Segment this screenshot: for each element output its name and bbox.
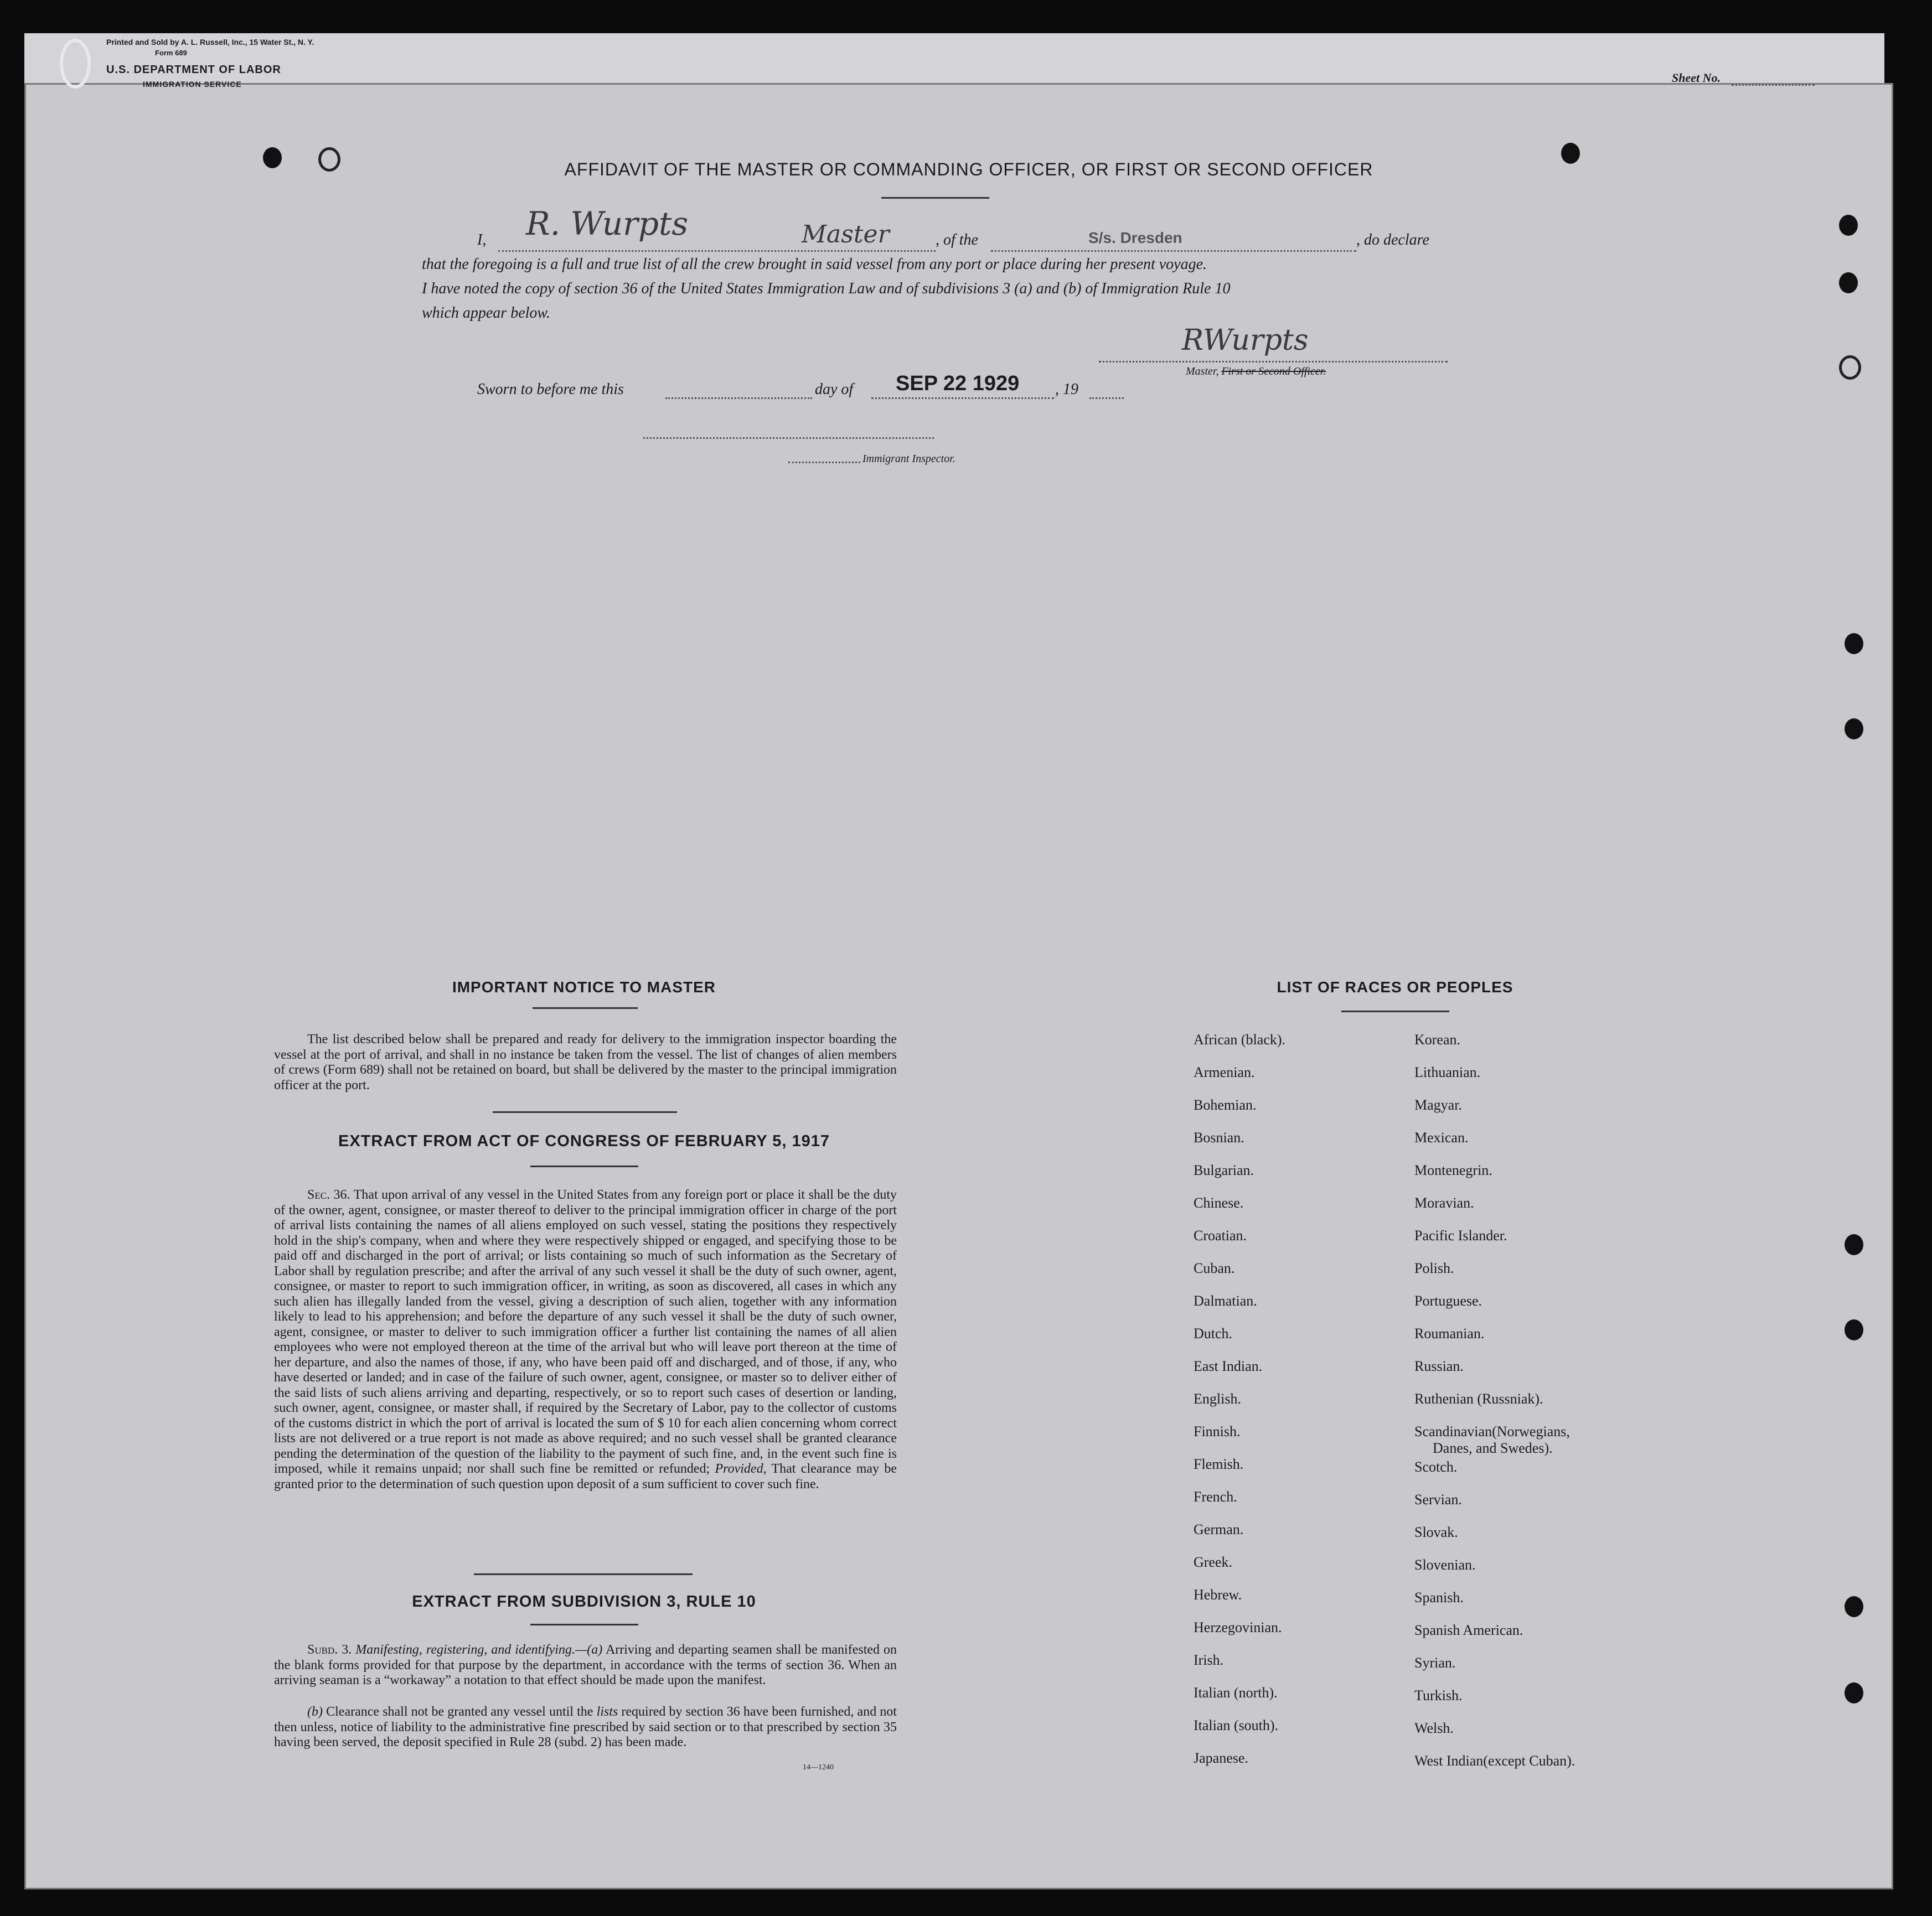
signature-caption bbox=[1186, 365, 1326, 378]
race-item: Pacific Islander. bbox=[1414, 1228, 1507, 1244]
act-title: EXTRACT FROM ACT OF CONGRESS OF FEBRUARY 5, 1917 bbox=[338, 1132, 830, 1150]
act-body: That upon arrival of any vessel in the United States from any foreign port or place it shall be the duty of the owner, agent, consignee, or master thereof to deliver to the principal immigration officer in charge of the port of arrival lists containing the names of all aliens employed on such vessel, stating the positions they respectively hold in the ship's company, when and where they were respectively shipped or engaged, and specifying those to be paid off and discharged in the port of arrival; or lists containing so much of such information as the Secretary of Labor shall by regulation prescribe; and after the arrival of any such vessel it shall be the duty of such owner, agent, consignee, or master to report to such immigration officer, in writing, as soon as discovered, all cases in which any such alien has illegally landed from the vessel, giving a description of such alien, together with any information likely to lead to his apprehension; and before the departure of any such vessel it shall be the duty of such owner, agent, consignee, or master to deliver to such immigration officer a further list containing the names of all alien employees who were not employed thereon at the time of the arrival but who will leave port thereon at the time of her departure, and also the names of those, if any, who have been paid off and discharged, and of those, if any, who have deserted or landed; and in case of the failure of such owner, agent, consignee, or master so to deliver either of the said lists of such aliens arriving and departing, respectively, or so to report such cases of desertion or landing, such owner, agent, consignee, or master shall, if required by the Secretary of Labor, pay to the collector of customs of the customs district in which the port of arrival is located the sum of $ 10 for each alien concerning whom correct lists are not delivered or a true report is not made as above required; and no such vessel shall be granted clearance pending the determination of the question of the liability to the payment of such fine, and, in the event such fine is imposed, while it remains unpaid; nor shall such fine be remitted or refunded; bbox=[274, 1188, 897, 1476]
race-item: Spanish. bbox=[1414, 1589, 1464, 1606]
race-item: Turkish. bbox=[1414, 1687, 1463, 1703]
binder-hole bbox=[1839, 355, 1861, 380]
section-rule bbox=[493, 1111, 677, 1113]
do-declare-label: , do declare bbox=[1356, 231, 1429, 248]
sec-label: Sec. 36. bbox=[307, 1188, 350, 1202]
race-item: East Indian. bbox=[1194, 1358, 1263, 1374]
race-item: Moravian. bbox=[1414, 1195, 1474, 1211]
provided-word: Provided, bbox=[715, 1462, 767, 1476]
title-rule bbox=[881, 197, 989, 199]
date-stamp: SEP 22 1929 bbox=[896, 372, 1020, 395]
caption-master: Master, bbox=[1186, 365, 1219, 377]
signature-blank bbox=[1099, 361, 1448, 363]
binder-hole bbox=[1845, 1234, 1863, 1255]
day-of-label: day of bbox=[815, 381, 854, 398]
race-item: Flemish. bbox=[1194, 1456, 1244, 1472]
races-rule bbox=[1341, 1011, 1449, 1012]
name-blank bbox=[498, 250, 936, 252]
race-item: Finnish. bbox=[1194, 1423, 1241, 1439]
race-item: Italian (south). bbox=[1194, 1717, 1279, 1733]
race-item: Spanish American. bbox=[1414, 1622, 1523, 1638]
form-code: 14—1240 bbox=[803, 1763, 834, 1772]
race-item: Armenian. bbox=[1194, 1064, 1255, 1080]
act-body-end: That clearance may be granted prior to the determination of such question upon deposit of a sum sufficient to cover such fine. bbox=[274, 1462, 897, 1492]
caption-struck: First or Second Officer. bbox=[1221, 365, 1326, 377]
department: U.S. DEPARTMENT OF LABOR bbox=[106, 64, 281, 76]
affidavit-line-4: which appear below. bbox=[422, 304, 551, 322]
vessel-blank bbox=[991, 250, 1356, 252]
race-item: Lithuanian. bbox=[1414, 1064, 1481, 1080]
race-item: Portuguese. bbox=[1414, 1293, 1482, 1309]
subd-text-a: Arriving and departing seamen shall be manifested on the blank forms provided for that purpose by the department, in accordance with the terms of section 36. When an arriving seaman is a “workaway” a notation to that effect should be made upon the manifest. bbox=[274, 1643, 897, 1687]
race-item: Scandinavian(Norwegians, bbox=[1414, 1423, 1570, 1439]
printer-line: Printed and Sold by A. L. Russell, Inc., 15 Water St., N. Y. bbox=[106, 38, 314, 46]
race-item: Slovak. bbox=[1414, 1524, 1458, 1540]
section-rule bbox=[474, 1573, 693, 1575]
act-text bbox=[274, 1188, 897, 1492]
rule-text bbox=[274, 1643, 897, 1689]
race-item: German. bbox=[1194, 1521, 1244, 1537]
race-item: English. bbox=[1194, 1391, 1241, 1407]
race-item: Polish. bbox=[1414, 1260, 1454, 1276]
race-item: Bosnian. bbox=[1194, 1130, 1244, 1146]
notice-text: The list described below shall be prepared and ready for delivery to the immigration inspector boarding the vessel at the port of arrival, and shall in no instance be taken from the vessel. The list of changes of alien members of crews (Form 689) shall not be retained on board, but shall be delivered by the master to the principal immigration officer at the port. bbox=[274, 1032, 897, 1092]
race-item: Croatian. bbox=[1194, 1228, 1247, 1244]
clip-ring-icon bbox=[60, 39, 91, 89]
binder-hole bbox=[263, 147, 282, 168]
race-item: Japanese. bbox=[1194, 1750, 1248, 1766]
of-the-label: , of the bbox=[936, 231, 978, 248]
race-item: Cuban. bbox=[1194, 1260, 1235, 1276]
lists-word: lists bbox=[596, 1705, 618, 1719]
race-item: Bohemian. bbox=[1194, 1097, 1257, 1113]
race-item: Irish. bbox=[1194, 1652, 1224, 1668]
race-item: Mexican. bbox=[1414, 1130, 1469, 1146]
race-item: Chinese. bbox=[1194, 1195, 1244, 1211]
binder-hole bbox=[1845, 1319, 1863, 1340]
text-b1: Clearance shall not be granted any vessel until the bbox=[326, 1705, 593, 1719]
race-item: West Indian(except Cuban). bbox=[1414, 1753, 1575, 1769]
affidavit-line-2: that the foregoing is a full and true list of all the crew brought in said vessel from any port or place during her present voyage. bbox=[422, 256, 1207, 273]
race-item: Greek. bbox=[1194, 1554, 1233, 1570]
race-item: Servian. bbox=[1414, 1492, 1462, 1508]
race-item: Danes, and Swedes). bbox=[1433, 1440, 1553, 1456]
race-item: Scotch. bbox=[1414, 1459, 1458, 1475]
binder-hole bbox=[1845, 1682, 1863, 1703]
subd-heading: Manifesting, registering, and identifying.—(a) bbox=[355, 1643, 603, 1657]
sworn-label: Sworn to before me this bbox=[477, 381, 624, 398]
races-title: LIST OF RACES OR PEOPLES bbox=[1277, 978, 1513, 996]
race-item: Korean. bbox=[1414, 1032, 1461, 1048]
form-number: Form 689 bbox=[155, 49, 187, 57]
race-item: Roumanian. bbox=[1414, 1325, 1485, 1342]
race-item: Montenegrin. bbox=[1414, 1162, 1492, 1178]
race-item: Dutch. bbox=[1194, 1325, 1233, 1342]
binder-hole bbox=[318, 147, 340, 172]
service: IMMIGRATION SERVICE bbox=[143, 80, 242, 89]
rule-title: EXTRACT FROM SUBDIVISION 3, RULE 10 bbox=[412, 1593, 756, 1611]
rank-handwritten: Master bbox=[802, 220, 890, 248]
sworn-day-blank bbox=[665, 397, 812, 399]
master-signature: RWurpts bbox=[1182, 324, 1309, 357]
rule-rule bbox=[530, 1624, 638, 1625]
sheet-no-blank bbox=[1732, 84, 1815, 86]
affidavit-line-3: I have noted the copy of section 36 of the United States Immigration Law and of subdivisions 3 (a) and (b) of Immigration Rule 10 bbox=[422, 280, 1231, 297]
act-rule bbox=[530, 1166, 638, 1167]
notice-title: IMPORTANT NOTICE TO MASTER bbox=[452, 978, 716, 996]
binder-hole bbox=[1839, 215, 1858, 236]
binder-hole bbox=[1845, 1596, 1863, 1617]
subd-label: Subd. 3. bbox=[307, 1643, 352, 1657]
race-item: Italian (north). bbox=[1194, 1685, 1278, 1701]
race-item: French. bbox=[1194, 1489, 1237, 1505]
binder-hole bbox=[1845, 633, 1863, 654]
binder-hole bbox=[1561, 143, 1580, 164]
rule-text-b bbox=[274, 1705, 897, 1751]
b-label: (b) bbox=[307, 1705, 323, 1719]
notice-rule bbox=[533, 1007, 638, 1009]
binder-hole bbox=[1845, 718, 1863, 739]
affidavit-pronoun: I, bbox=[477, 231, 487, 248]
text-b2: required by section 36 have been furnished, and not then unless, notice of liability to the administrative fine prescribed by said section or to that prescribed by section 35 having been served, the deposit specified in Rule 28 (subd. 2) has been made. bbox=[274, 1705, 897, 1749]
race-item: Syrian. bbox=[1414, 1655, 1456, 1671]
inspector-prefix-blank bbox=[788, 462, 860, 463]
race-item: Welsh. bbox=[1414, 1720, 1454, 1736]
date-blank bbox=[871, 397, 1054, 399]
year-blank bbox=[1089, 397, 1124, 399]
sheet-no-label: Sheet No. bbox=[1672, 71, 1721, 85]
inspector-signature-blank bbox=[643, 437, 934, 439]
race-item: African (black). bbox=[1194, 1032, 1286, 1048]
race-item: Herzegovinian. bbox=[1194, 1619, 1282, 1635]
race-item: Magyar. bbox=[1414, 1097, 1462, 1113]
year-prefix: , 19 bbox=[1055, 381, 1078, 398]
race-item: Dalmatian. bbox=[1194, 1293, 1257, 1309]
race-item: Hebrew. bbox=[1194, 1587, 1242, 1603]
race-item: Ruthenian (Russniak). bbox=[1414, 1391, 1543, 1407]
race-item: Bulgarian. bbox=[1194, 1162, 1254, 1178]
inspector-label: Immigrant Inspector. bbox=[862, 453, 955, 465]
binder-hole bbox=[1839, 272, 1858, 293]
affidavit-title: AFFIDAVIT OF THE MASTER OR COMMANDING OFFICER, OR FIRST OR SECOND OFFICER bbox=[564, 159, 1373, 179]
race-item: Russian. bbox=[1414, 1358, 1464, 1374]
master-name-handwritten: R. Wurpts bbox=[526, 205, 689, 242]
race-item: Slovenian. bbox=[1414, 1557, 1476, 1573]
vessel-stamped: S/s. Dresden bbox=[1088, 229, 1182, 246]
